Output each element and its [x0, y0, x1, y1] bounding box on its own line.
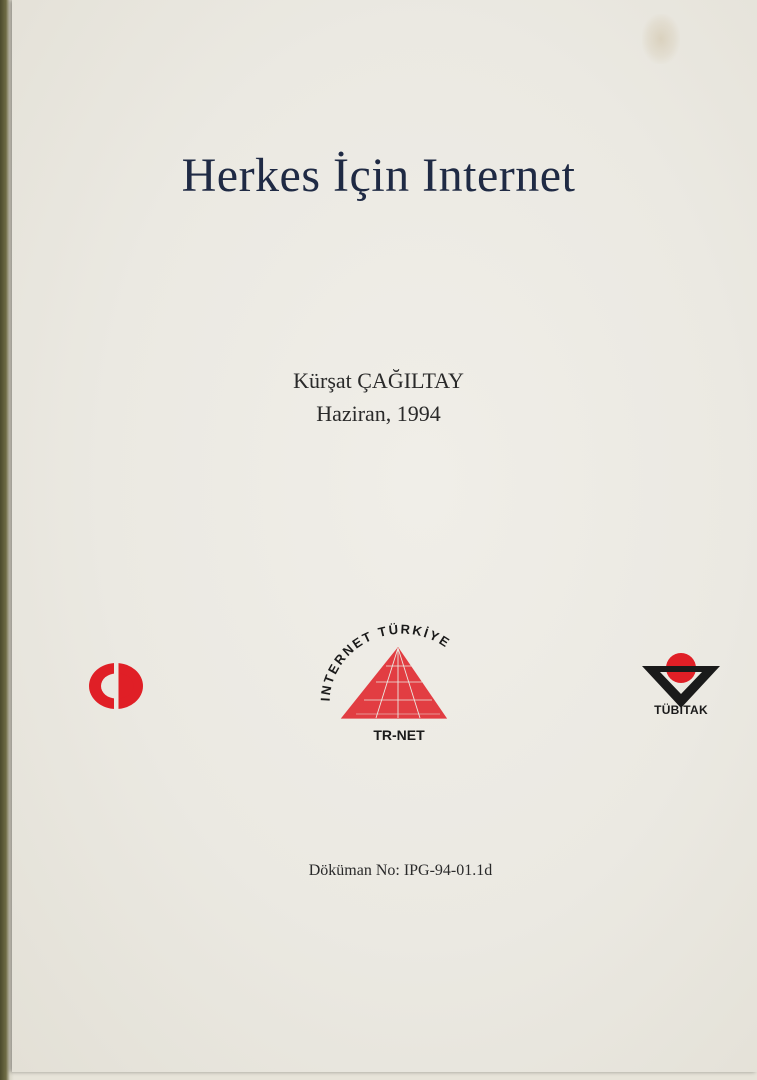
trnet-logo [316, 618, 482, 748]
document-title: Herkes İçin Internet [181, 149, 576, 202]
publication-date: Haziran, 1994 [316, 401, 441, 426]
trnet-arc-text: INTERNET TÜRKİYE [317, 621, 454, 702]
trnet-pyramid-icon [342, 648, 446, 718]
tubitak-label: TÜBİTAK [654, 703, 708, 717]
document-number: Döküman No: IPG-94-01.1d [308, 862, 493, 879]
paper-stain [642, 14, 680, 64]
trnet-label: TR-NET [373, 727, 425, 743]
author-name: Kürşat ÇAĞILTAY [293, 368, 464, 393]
odtu-logo-center-bar [114, 662, 119, 710]
odtu-logo [86, 660, 146, 712]
